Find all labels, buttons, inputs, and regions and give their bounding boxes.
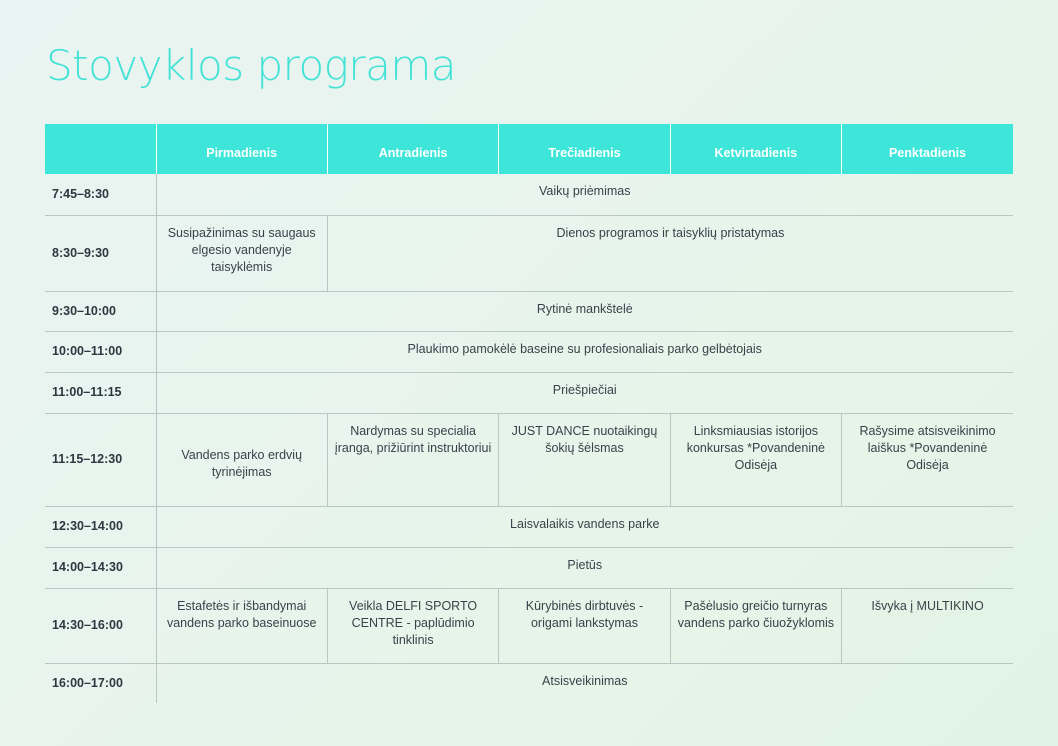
activity-cell: Rašysime atsisveikinimo laiškus *Povandeninė Odisėja: [842, 413, 1013, 506]
time-cell: 10:00–11:00: [52, 344, 123, 358]
table-row: [45, 291, 1013, 331]
time-cell: 16:00–17:00: [52, 675, 123, 690]
time-cell: 9:30–10:00: [52, 303, 116, 318]
time-cell: 8:30–9:30: [52, 245, 109, 260]
activity-cell: Priešpiečiai: [156, 372, 1013, 413]
activity-cell: Rytinė mankštelė: [156, 291, 1013, 331]
table-row: [45, 547, 1013, 588]
table-row: [45, 663, 1013, 703]
activity-cell: Vaikų priėmimas: [156, 174, 1013, 215]
time-cell: 11:00–11:15: [52, 385, 122, 399]
table-row: [45, 174, 1013, 215]
time-cell: 7:45–8:30: [52, 186, 109, 201]
table-row: [45, 215, 1013, 291]
table-row: [45, 588, 1013, 663]
activity-cell: Kūrybinės dirbtuvės - origami lankstymas: [499, 588, 670, 663]
header-day-friday: Penktadienis: [842, 124, 1013, 174]
header-row: [45, 124, 1013, 174]
activity-cell: Išvyka į MULTIKINO: [842, 588, 1013, 663]
schedule-table: [45, 124, 1013, 703]
activity-cell: Dienos programos ir taisyklių pristatymas: [327, 215, 1013, 291]
time-cell: 14:30–16:00: [52, 618, 123, 632]
table-row: [45, 372, 1013, 413]
activity-cell: Nardymas su specialia įranga, prižiūrint instruktoriui: [327, 413, 498, 506]
activity-cell: Atsisveikinimas: [156, 663, 1013, 703]
activity-cell: Susipažinimas su saugaus elgesio vandenyje taisyklėmis: [156, 215, 327, 291]
activity-cell: Plaukimo pamokėlė baseine su profesionaliais parko gelbėtojais: [156, 331, 1013, 372]
activity-cell: Pašėlusio greičio turnyras vandens parko čiuožyklomis: [670, 588, 841, 663]
activity-cell: Veikla DELFI SPORTO CENTRE - paplūdimio tinklinis: [327, 588, 498, 663]
activity-cell: Linksmiausias istorijos konkursas *Povandeninė Odisėja: [670, 413, 841, 506]
time-cell: 11:15–12:30: [52, 452, 123, 466]
activity-cell: Estafetės ir išbandymai vandens parko baseinuose: [156, 588, 327, 663]
activity-cell: Vandens parko erdvių tyrinėjimas: [156, 413, 327, 506]
header-day-thursday: Ketvirtadienis: [670, 124, 841, 174]
page-title: Stovyklos programa: [46, 41, 457, 90]
time-cell: 12:30–14:00: [52, 519, 123, 533]
time-cell: 14:00–14:30: [52, 560, 123, 574]
table-row: [45, 506, 1013, 547]
header-day-wednesday: Trečiadienis: [499, 124, 670, 174]
header-time-cell: [45, 124, 156, 174]
table-row: [45, 331, 1013, 372]
header-day-tuesday: Antradienis: [327, 124, 498, 174]
table-row: [45, 413, 1013, 506]
activity-cell: Pietūs: [156, 547, 1013, 588]
activity-cell: Laisvalaikis vandens parke: [156, 506, 1013, 547]
header-day-monday: Pirmadienis: [156, 124, 327, 174]
activity-cell: JUST DANCE nuotaikingų šokių šėlsmas: [499, 413, 670, 506]
